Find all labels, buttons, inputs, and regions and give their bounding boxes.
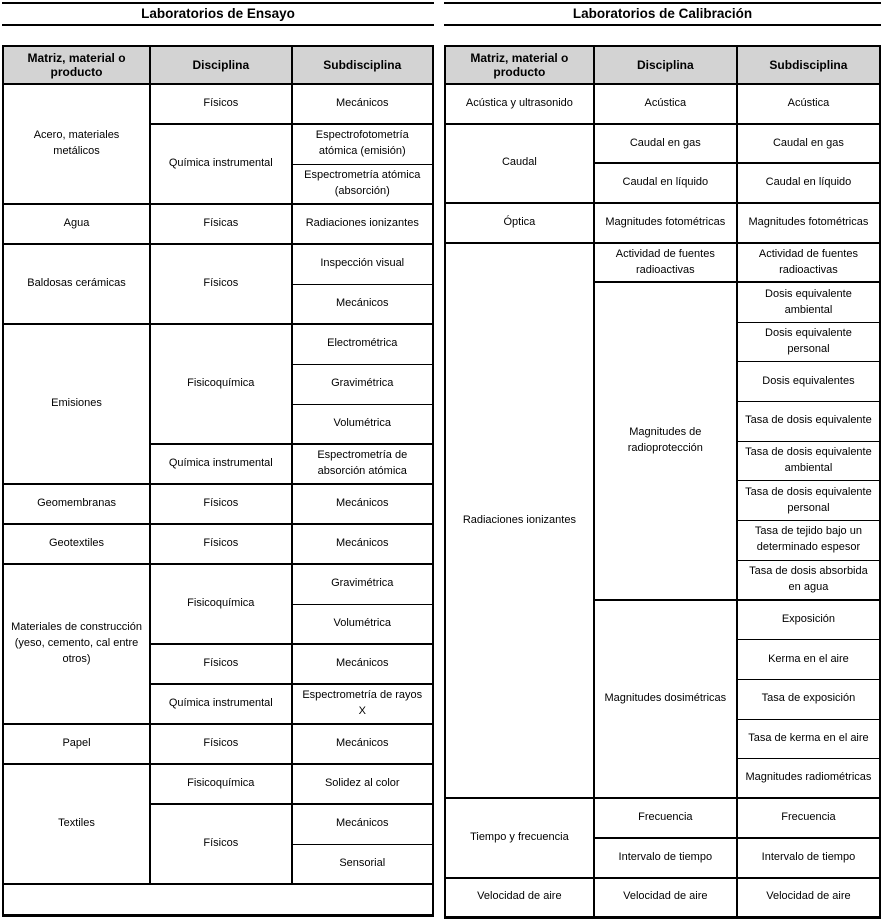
discipline-cell: Química instrumental	[150, 444, 291, 484]
table-row	[445, 124, 880, 164]
subdiscipline-cell: Espectrometría de absorción atómica	[292, 444, 433, 484]
subdiscipline-cell: Caudal en líquido	[737, 163, 880, 203]
matrix-cell: Textiles	[3, 764, 150, 884]
column-header-matrix: Matriz, material o producto	[445, 46, 594, 84]
subdiscipline-cell: Gravimétrica	[292, 564, 433, 604]
subdiscipline-cell: Espectrofotometría atómica (emisión)	[292, 124, 433, 164]
matrix-cell: Materiales de construcción (yeso, cemento, cal entre otros)	[3, 564, 150, 724]
matrix-cell: Baldosas cerámicas	[3, 244, 150, 324]
subdiscipline-cell: Mecánicos	[292, 804, 433, 844]
discipline-cell: Intervalo de tiempo	[594, 838, 737, 878]
matrix-cell: Papel	[3, 724, 150, 764]
filler-row	[3, 884, 433, 915]
calibracion-header-row	[445, 46, 880, 84]
matrix-cell: Acero, materiales metálicos	[3, 84, 150, 204]
subdiscipline-cell: Mecánicos	[292, 84, 433, 124]
subdiscipline-cell: Sensorial	[292, 844, 433, 884]
subdiscipline-cell: Dosis equivalente personal	[737, 322, 880, 362]
table-row	[3, 244, 433, 284]
matrix-cell: Agua	[3, 204, 150, 244]
discipline-cell: Actividad de fuentes radioactivas	[594, 243, 737, 283]
discipline-cell: Físicos	[150, 644, 291, 684]
subdiscipline-cell: Volumétrica	[292, 404, 433, 444]
subdiscipline-cell: Gravimétrica	[292, 364, 433, 404]
subdiscipline-cell: Solidez al color	[292, 764, 433, 804]
table-row	[445, 878, 880, 918]
calibracion-section	[444, 2, 881, 919]
discipline-cell: Velocidad de aire	[594, 878, 737, 918]
table-row	[3, 484, 433, 524]
table-row	[445, 203, 880, 243]
table-row	[445, 243, 880, 283]
matrix-cell: Geomembranas	[3, 484, 150, 524]
column-header-disciplina: Disciplina	[150, 46, 291, 84]
table-row	[445, 84, 880, 124]
matrix-cell: Emisiones	[3, 324, 150, 484]
matrix-cell: Acústica y ultrasonido	[445, 84, 594, 124]
discipline-cell: Físicos	[150, 804, 291, 884]
discipline-cell: Magnitudes dosimétricas	[594, 600, 737, 798]
discipline-cell: Físicos	[150, 244, 291, 324]
discipline-cell: Magnitudes de radioprotección	[594, 282, 737, 600]
discipline-cell: Físicas	[150, 204, 291, 244]
subdiscipline-cell: Espectrometría de rayos X	[292, 684, 433, 724]
subdiscipline-cell: Tasa de dosis equivalente ambiental	[737, 441, 880, 481]
subdiscipline-cell: Mecánicos	[292, 724, 433, 764]
column-header-subdisciplina: Subdisciplina	[737, 46, 880, 84]
table-row	[3, 84, 433, 124]
subdiscipline-cell: Magnitudes fotométricas	[737, 203, 880, 243]
subdiscipline-cell: Electrométrica	[292, 324, 433, 364]
column-header-subdisciplina: Subdisciplina	[292, 46, 433, 84]
table-row	[3, 204, 433, 244]
discipline-cell: Físicos	[150, 724, 291, 764]
discipline-cell: Fisicoquímica	[150, 324, 291, 444]
subdiscipline-cell: Mecánicos	[292, 644, 433, 684]
subdiscipline-cell: Frecuencia	[737, 798, 880, 838]
subdiscipline-cell: Exposición	[737, 600, 880, 640]
discipline-cell: Magnitudes fotométricas	[594, 203, 737, 243]
matrix-cell: Tiempo y frecuencia	[445, 798, 594, 877]
discipline-cell: Físicos	[150, 524, 291, 564]
column-header-disciplina: Disciplina	[594, 46, 737, 84]
discipline-cell: Fisicoquímica	[150, 764, 291, 804]
ensayo-table-title: Laboratorios de Ensayo	[2, 2, 434, 26]
discipline-cell: Química instrumental	[150, 684, 291, 724]
ensayo-header-row	[3, 46, 433, 84]
subdiscipline-cell: Mecánicos	[292, 524, 433, 564]
subdiscipline-cell: Espectrometría atómica (absorción)	[292, 164, 433, 204]
subdiscipline-cell: Dosis equivalentes	[737, 362, 880, 402]
ensayo-table	[2, 45, 434, 917]
ensayo-section	[2, 2, 434, 919]
subdiscipline-cell: Caudal en gas	[737, 124, 880, 164]
table-row	[3, 764, 433, 804]
subdiscipline-cell: Tasa de dosis absorbida en agua	[737, 560, 880, 600]
subdiscipline-cell: Inspección visual	[292, 244, 433, 284]
discipline-cell: Físicos	[150, 84, 291, 124]
discipline-cell: Fisicoquímica	[150, 564, 291, 644]
table-row	[3, 324, 433, 364]
subdiscipline-cell: Acústica	[737, 84, 880, 124]
discipline-cell: Caudal en líquido	[594, 163, 737, 203]
table-row	[3, 524, 433, 564]
discipline-cell: Acústica	[594, 84, 737, 124]
subdiscipline-cell: Magnitudes radiométricas	[737, 759, 880, 799]
calibracion-table-title: Laboratorios de Calibración	[444, 2, 881, 26]
subdiscipline-cell: Mecánicos	[292, 484, 433, 524]
matrix-cell: Geotextiles	[3, 524, 150, 564]
subdiscipline-cell: Tasa de kerma en el aire	[737, 719, 880, 759]
matrix-cell: Radiaciones ionizantes	[445, 243, 594, 799]
column-header-matrix: Matriz, material o producto	[3, 46, 150, 84]
discipline-cell: Química instrumental	[150, 124, 291, 204]
filler-cell	[3, 884, 433, 915]
subdiscipline-cell: Tasa de tejido bajo un determinado espesor	[737, 521, 880, 561]
subdiscipline-cell: Tasa de exposición	[737, 679, 880, 719]
matrix-cell: Óptica	[445, 203, 594, 243]
subdiscipline-cell: Volumétrica	[292, 604, 433, 644]
table-row	[3, 564, 433, 604]
subdiscipline-cell: Dosis equivalente ambiental	[737, 282, 880, 322]
subdiscipline-cell: Actividad de fuentes radioactivas	[737, 243, 880, 283]
subdiscipline-cell: Kerma en el aire	[737, 640, 880, 680]
table-row	[3, 724, 433, 764]
matrix-cell: Caudal	[445, 124, 594, 203]
subdiscipline-cell: Tasa de dosis equivalente	[737, 402, 880, 442]
discipline-cell: Frecuencia	[594, 798, 737, 838]
discipline-cell: Caudal en gas	[594, 124, 737, 164]
matrix-cell: Velocidad de aire	[445, 878, 594, 918]
subdiscipline-cell: Velocidad de aire	[737, 878, 880, 918]
table-row	[445, 798, 880, 838]
subdiscipline-cell: Intervalo de tiempo	[737, 838, 880, 878]
subdiscipline-cell: Tasa de dosis equivalente personal	[737, 481, 880, 521]
calibracion-table	[444, 45, 881, 919]
subdiscipline-cell: Radiaciones ionizantes	[292, 204, 433, 244]
subdiscipline-cell: Mecánicos	[292, 284, 433, 324]
discipline-cell: Físicos	[150, 484, 291, 524]
